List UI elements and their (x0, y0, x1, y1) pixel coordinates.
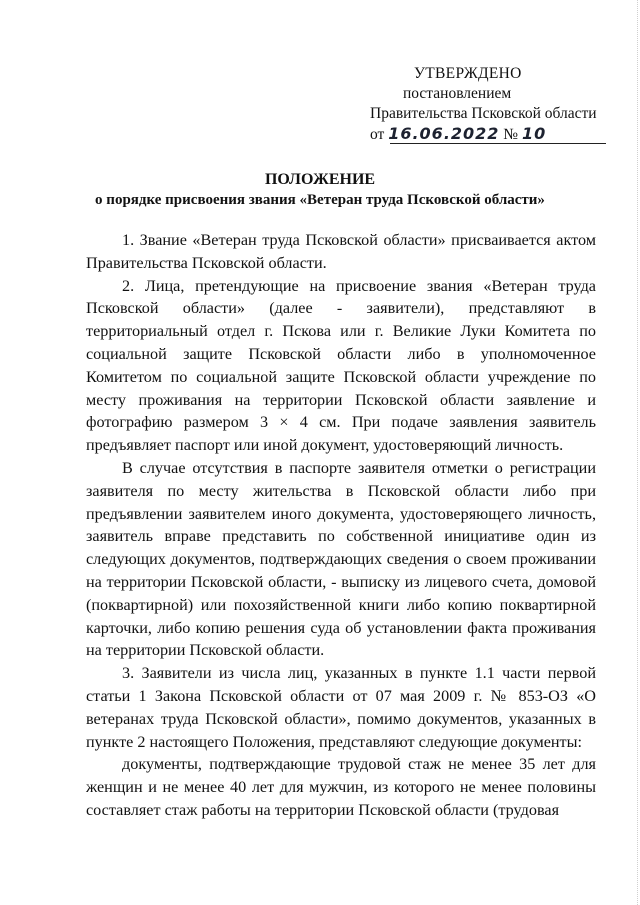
approval-line-1: постановлением (403, 85, 512, 102)
handwritten-number: 10 (521, 124, 547, 143)
approval-line-2: Правительства Псковской области (370, 105, 597, 122)
paragraph-3: В случае отсутствия в паспорте заявителя отметки о регистрации заявителя по месту жительства в Псковской области либо при предъявлении заявителем иного документа, удостоверяющего личность, заявитель вправе представить по собственной инициативе один из следующих документов, подтверждающих сведения о своем проживании на территории Псковской области, - выписку из лицевого счета, домовой (поквартирной) или похозяйственной книги либо копию поквартирной карточки, либо копию решения суда об установлении факта проживания на территории Псковской области. (86, 458, 596, 660)
paragraph-1: 1. Звание «Ветеран труда Псковской области» присваивается актом Правительства Псковской области. (86, 231, 596, 272)
document-subtitle: о порядке присвоения звания «Ветеран труда Псковской области» (95, 192, 545, 208)
paragraph-2: 2. Лица, претендующие на присвоение звания «Ветеран труда Псковской области» (далее - заявители), представляют в территориальный отдел г. Пскова или г. Великие Луки Комитета по социальной защите Псковской области либо в уполномоченное Комитетом по социальной защите Псковской области учреждение по месту проживания на территории Псковской области заявление и фотографию размером 3 × 4 см. При подаче заявления заявитель предъявляет паспорт или иной документ, удостоверяющий личность. (86, 276, 596, 455)
document-title: ПОЛОЖЕНИЕ (264, 171, 376, 188)
approval-title: УТВЕРЖДЕНО (414, 65, 522, 82)
number-sign: № (503, 126, 519, 143)
scan-edge (634, 0, 638, 905)
document-body (86, 229, 596, 822)
paragraph-5: документы, подтверждающие трудовой стаж не менее 35 лет для женщин и не менее 40 лет для мужчин, из которого не менее половины составляет стаж работы на территории Псковской области (трудовая (86, 755, 596, 819)
approval-date-line (370, 124, 610, 145)
handwritten-date: 16.06.2022 (388, 124, 500, 143)
signature-underline (390, 143, 606, 144)
date-prefix: от (370, 126, 385, 143)
paragraph-4: 3. Заявители из числа лиц, указанных в пункте 1.1 части первой статьи 1 Закона Псковской области от 07 мая 2009 г. № 853-ОЗ «О ветеранах труда Псковской области», помимо документов, указанных в пункте 2 настоящего Положения, представляют следующие документы: (86, 664, 596, 751)
approval-stamp (370, 64, 610, 145)
